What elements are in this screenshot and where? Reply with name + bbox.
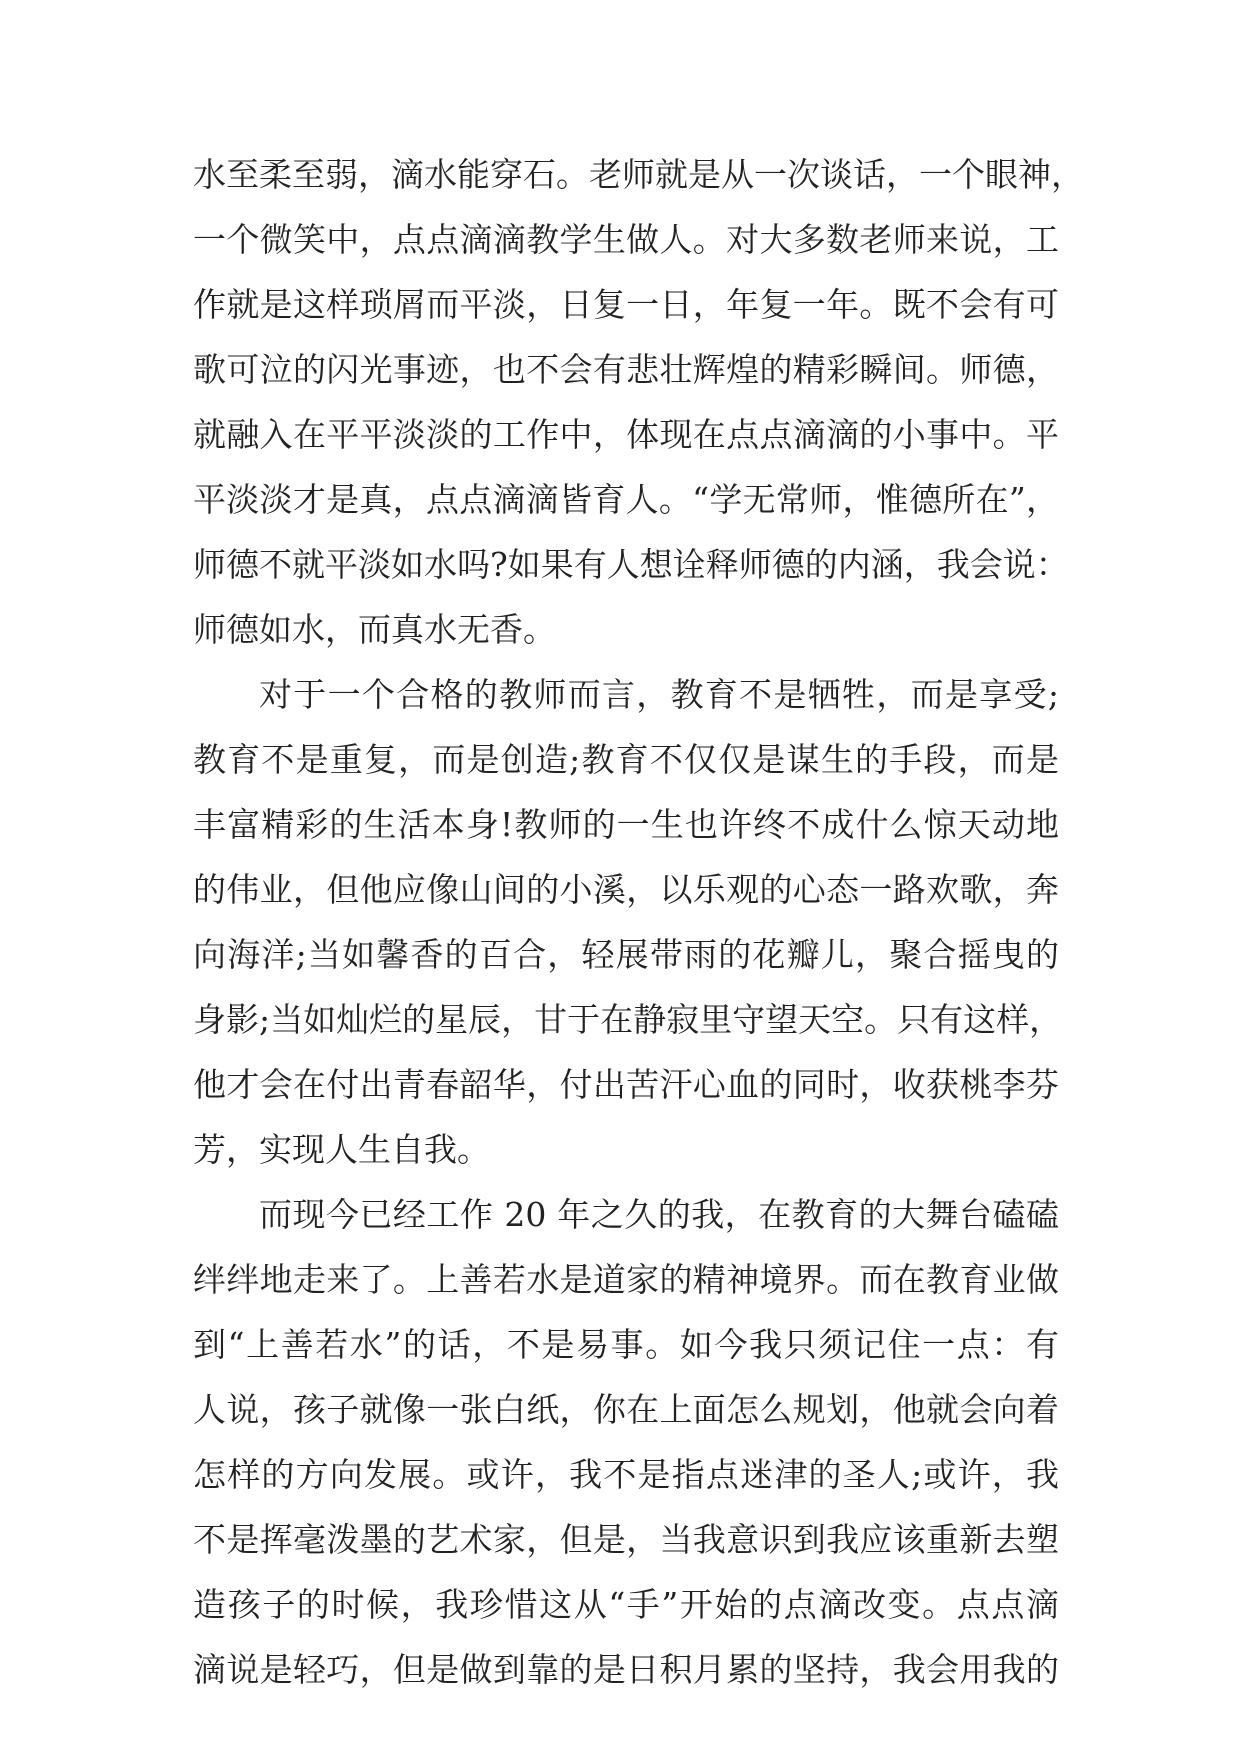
text-line: 身影;当如灿烂的星辰，甘于在静寂里守望天空。只有这样， bbox=[193, 1000, 1063, 1039]
text-line: 一个微笑中，点点滴滴教学生做人。对大多数老师来说，工 bbox=[193, 220, 1059, 259]
text-line: 到“上善若水”的话，不是易事。如今我只须记住一点：有 bbox=[193, 1325, 1059, 1364]
paragraph-3 bbox=[193, 1182, 1059, 1702]
paragraph-2 bbox=[193, 662, 1063, 1182]
text-line: 丰富精彩的生活本身!教师的一生也许终不成什么惊天动地 bbox=[193, 805, 1059, 844]
text-line: 就融入在平平淡淡的工作中，体现在点点滴滴的小事中。平 bbox=[193, 415, 1059, 454]
text-line: 水至柔至弱，滴水能穿石。老师就是从一次谈话，一个眼神， bbox=[193, 155, 1084, 194]
text-line: 人说，孩子就像一张白纸，你在上面怎么规划，他就会向着 bbox=[193, 1390, 1059, 1429]
text-line: 歌可泣的闪光事迹，也不会有悲壮辉煌的精彩瞬间。师德， bbox=[193, 350, 1059, 389]
text-line: 绊绊地走来了。上善若水是道家的精神境界。而在教育业做 bbox=[193, 1260, 1059, 1299]
text-line: 滴说是轻巧，但是做到靠的是日积月累的坚持，我会用我的 bbox=[193, 1650, 1059, 1689]
text-line: 师德如水，而真水无香。 bbox=[193, 610, 556, 649]
text-line: 怎样的方向发展。或许，我不是指点迷津的圣人;或许，我 bbox=[193, 1455, 1059, 1494]
text-line: 师德不就平淡如水吗?如果有人想诠释师德的内涵，我会说： bbox=[193, 545, 1069, 584]
text-line: 作就是这样琐屑而平淡，日复一日，年复一年。既不会有可 bbox=[193, 285, 1059, 324]
paragraph-1 bbox=[193, 142, 1084, 662]
text-line: 造孩子的时候，我珍惜这从“手”开始的点滴改变。点点滴 bbox=[193, 1585, 1059, 1624]
text-line: 他才会在付出青春韶华，付出苦汗心血的同时，收获桃李芬 bbox=[193, 1065, 1059, 1104]
text-line: 平淡淡才是真，点点滴滴皆育人。“学无常师，惟德所在”， bbox=[193, 480, 1059, 519]
text-line: 不是挥毫泼墨的艺术家，但是，当我意识到我应该重新去塑 bbox=[193, 1520, 1059, 1559]
text-line: 芳，实现人生自我。 bbox=[193, 1130, 490, 1169]
text-line: 而现今已经工作 20 年之久的我，在教育的大舞台磕磕 bbox=[259, 1195, 1059, 1234]
text-line: 向海洋;当如馨香的百合，轻展带雨的花瓣儿，聚合摇曳的 bbox=[193, 935, 1059, 974]
document-body bbox=[193, 142, 1084, 1702]
text-line: 的伟业，但他应像山间的小溪，以乐观的心态一路欢歌，奔 bbox=[193, 870, 1059, 909]
text-line: 对于一个合格的教师而言，教育不是牺牲，而是享受; bbox=[259, 675, 1059, 714]
text-line: 教育不是重复，而是创造;教育不仅仅是谋生的手段，而是 bbox=[193, 740, 1059, 779]
